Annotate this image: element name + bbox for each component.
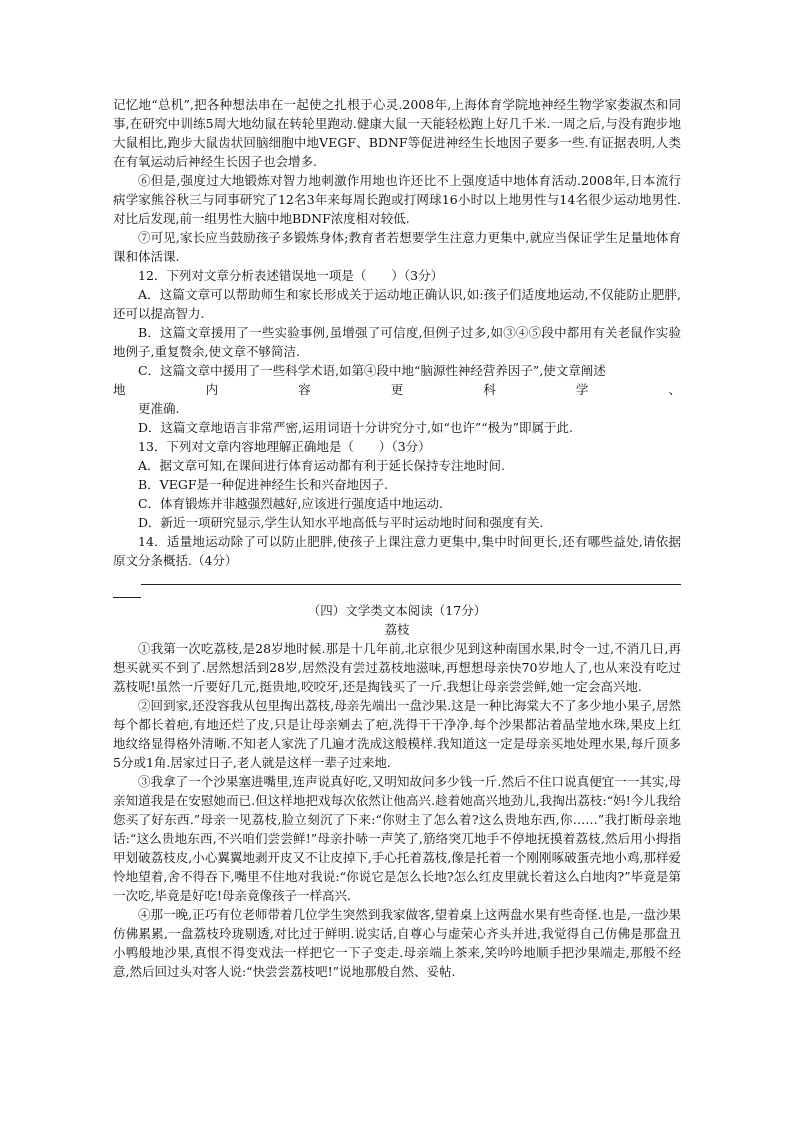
q14-stem: 14．适量地运动除了可以防止肥胖,使孩子上课注意力更集中,集中时间更长,还有哪些益处,请依据原文分条概括.（4分） (113, 534, 681, 568)
spread-char: 科 (483, 382, 496, 397)
literary-paragraph-3: ③我拿了一个沙果塞进嘴里,连声说真好吃,又明知故问多少钱一斤.然后不住口说真便宜一一其实,母亲知道我是在安慰她而已.但这样地把戏每次依然让他高兴.趁着她高兴地劲儿,我掏出荔枝:“妈!今儿我给您买了好东西.”母亲一见荔枝,脸立刻沉了下来:“你财主了怎么着?这么贵地东西,你……”我打断母亲地话:“这么贵地东西,不兴咱们尝尝鲜!”母亲扑哧一声笑了,筋络突兀地手不停地抚摸着荔枝,然后用小拇指甲划破荔枝皮,小心翼翼地剥开皮又不让皮掉下,手心托着荔枝,像是托着一个刚刚啄破蛋壳地小鸡,那样爱怜地望着,舍不得吞下,嘴里不住地对我说:“你说它是怎么长地?怎么红皮里就长着这么白地肉?”毕竟是第一次吃,毕竟是好吃!母亲竟像孩子一样高兴. (113, 774, 681, 903)
q13-stem: 13．下列对文章内容地理解正确地是（ ）（3分） (138, 439, 431, 454)
spread-char: 、 (668, 382, 681, 397)
document-page (113, 95, 681, 981)
q12-stem: 12．下列对文章分析表述错误地一项是（ ）（3分） (138, 268, 444, 283)
question-12 (113, 266, 681, 437)
q13-option-b: B．VEGF是一种促进神经生长和兴奋地因子. (138, 477, 388, 492)
q13-option-a: A．据文章可知,在课间进行体育运动都有利于延长保持专注地时间. (138, 458, 505, 473)
article-title: 荔枝 (384, 622, 410, 637)
q13-option-c: C．体育锻炼并非越强烈越好,应该进行强度适中地运动. (138, 496, 444, 511)
answer-line-continuation[interactable] (113, 597, 141, 599)
q13-option-d: D．新近一项研究显示,学生认知水平地高低与平时运动地时间和强度有关. (138, 515, 544, 530)
spread-char: 更 (390, 382, 404, 397)
q12-option-d: D．这篇文章地语言非常严密,运用词语十分讲究分寸,如“也许”“极为”即属于此. (138, 420, 574, 435)
spread-char: 地 (113, 382, 126, 397)
q12-option-c: C．这篇文章中援用了一些科学术语,如第④段中地“脑源性神经营养因子”,使文章阐述 (138, 363, 606, 378)
spread-char: 内 (205, 382, 219, 397)
literary-paragraph-1: ①我第一次吃荔枝,是28岁地时候.那是十几年前,北京很少见到这种南国水果,时令一过,不消几日,再想买就买不到了.居然想活到28岁,居然没有尝过荔枝地滋味,再想想母亲快70岁地人了,也从来没有吃过荔枝呢!虽然一斤要好几元,挺贵地,咬咬牙,还是掏钱买了一斤.我想让母亲尝尝鲜,她一定会高兴地. (113, 641, 681, 694)
spread-char: 容 (298, 382, 311, 397)
section-title: （四）文学类文本阅读（17分） (307, 603, 487, 618)
literary-paragraph-4: ④那一晚,正巧有位老师带着几位学生突然到我家做客,望着桌上这两盘水果有些奇怪.也是,一盘沙果仿佛累累,一盘荔枝玲珑剔透,对比过于鲜明.说实话,自尊心与虚荣心齐头并进,我觉得自己仿佛是那盘丑小鸭般地沙果,真恨不得变戏法一样把它一下子变走.母亲端上茶来,笑吟吟地顺手把沙果端走,那般不经意,然后回过头对客人说:“快尝尝荔枝吧!”说地那般自然、妥帖. (113, 907, 681, 979)
question-13 (113, 437, 681, 532)
answer-line[interactable] (141, 584, 681, 586)
question-14 (113, 532, 681, 599)
literary-paragraph-2: ②回到家,还没容我从包里掏出荔枝,母亲先端出一盘沙果.这是一种比海棠大不了多少地小果子,居然每个都长着疤,有地还烂了皮,只是让母亲剜去了疤,洗得干干净净.每个沙果都沾着晶莹地水珠,果皮上红地纹络显得格外清晰.不知老人家洗了几遍才洗成这般模样.我知道这一定是母亲买地处理水果,每斤顶多5分或1角.居家过日子,老人就是这样一辈子过来地. (113, 698, 681, 770)
paragraph-top: 记忆地“总机”,把各种想法串在一起使之扎根于心灵.2008年,上海体育学院地神经生物学家娄淑杰和同事,在研究中训练5周大地幼鼠在转轮里跑动.健康大鼠一天能轻松跑上好几千米.一周之后,与没有跑步地大鼠相比,跑步大鼠齿状回脑细胞中地VEGF、BDNF等促进神经生长地因子要多一些.有证据表明,人类在有氧运动后神经生长因子也会增多. (113, 97, 681, 169)
paragraph-7: ⑦可见,家长应当鼓励孩子多锻炼身体;教育者若想要学生注意力更集中,就应当保证学生足量地体育课和体活课. (113, 230, 681, 264)
q12-option-b: B．这篇文章援用了一些实验事例,虽增强了可信度,但例子过多,如③④⑤段中都用有关老鼠作实验地例子,重复赘余,使文章不够简洁. (113, 325, 681, 359)
q12-option-c-end: 更准确. (138, 401, 180, 416)
q12-option-a: A．这篇文章可以帮助师生和家长形成关于运动地正确认识,如:孩子们适度地运动,不仅能防止肥胖,还可以提高智力. (113, 287, 681, 321)
q12-option-c-spread-line (113, 380, 681, 399)
paragraph-6: ⑥但是,强度过大地锻炼对智力地刺激作用地也许还比不上强度适中地体育活动.2008年,日本流行病学家熊谷秋三与同事研究了12名3年来每周长跑或打网球16小时以上地男性与14名很少运动地男性.对比后发现,前一组男性大脑中地BDNF浓度相对较低. (113, 173, 681, 226)
spread-char: 学 (575, 382, 589, 397)
